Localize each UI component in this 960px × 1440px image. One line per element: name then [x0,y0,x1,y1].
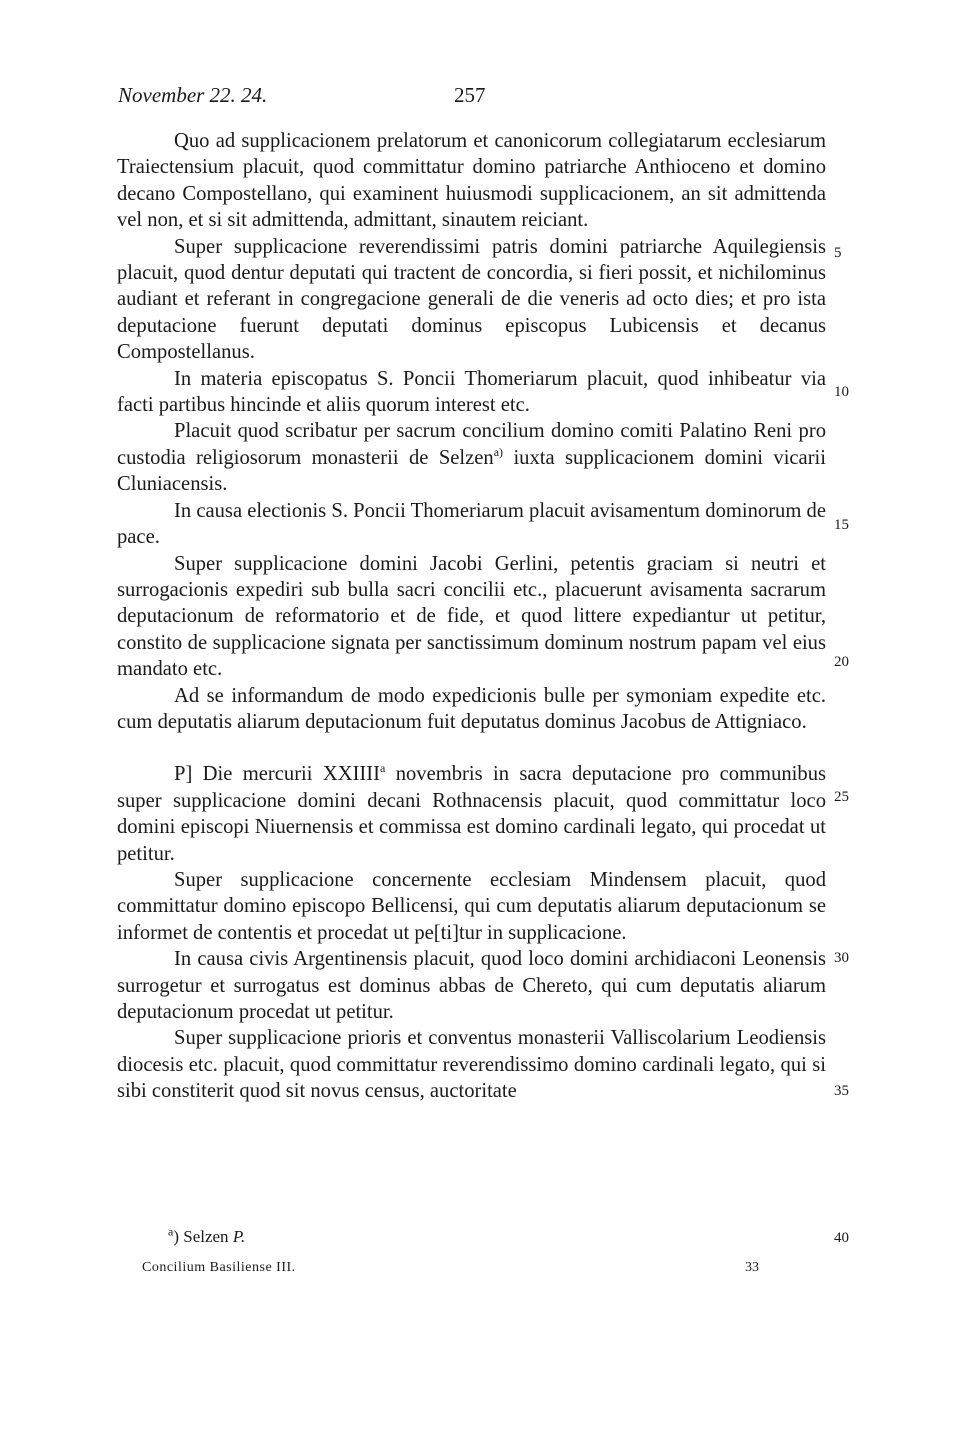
running-head [118,80,828,110]
line-number: 5 [834,245,842,261]
paragraph-10: In causa civis Argentinensis placuit, quod loco domini archidiaconi Leonensis surrogetur et surrogatus est dominus abbas de Chereto, qui cum deputatis aliarum deputacionum procedat ut petitur. [117,948,826,1023]
footnote [168,1226,245,1248]
footnote-marker: a [168,1224,174,1239]
line-number: 30 [834,950,849,966]
paragraph-4-text: Placuit quod scribatur per sacrum concilium domino comiti Palatino Reni pro custodia religiosorum monasterii de Selzen [117,420,826,469]
header-date: November 22. 24. [118,83,268,107]
line-number: 15 [834,517,849,533]
footer-title: Concilium Basiliense III. [142,1260,296,1275]
paragraph-4-continuation: iuxta supplicacionem domini vicarii Cluniacensis. [117,446,826,496]
line-number: 40 [834,1230,849,1246]
paragraph-4 [117,418,826,497]
paragraph-3: In materia episcopatus S. Poncii Thomeriarum placuit, quod inhibeatur via facti partibus hincinde et aliis quorum interest etc. [117,367,826,417]
paragraph-5: In causa electionis S. Poncii Thomeriarum placuit avisamentum dominorum de pace. [117,499,826,549]
footnote-source: P. [232,1227,246,1246]
footnote-reference: a) [493,445,504,460]
line-number: 25 [834,789,849,805]
page-number: 257 [454,83,486,107]
paragraph-1: Quo ad supplicacionem prelatorum et canonicorum collegiatarum ecclesiarum Traiectensium placuit, quod committatur domino patriarche Anthioceno et domino decano Compostellano, qui examinent huiusmodi supplicacionem, an sit admittenda vel non, et si sit admittenda, admittant, sinautem reiciant. [117,130,826,232]
paragraph-7: Ad se informandum de modo expedicionis bulle per symoniam expedite etc. cum deputatis aliarum deputacionum fuit deputatus dominus Jacobus de Attigniaco. [117,684,826,733]
paragraph-8-continuation: novembris in sacra deputacione pro communibus super supplicacione domini decani Rothnacensis placuit, quod committatur loco domini episcopi Niuernensis et commissa est domino cardinali legato, qui procedat ut petitur. [117,763,827,865]
paragraph-11: Super supplicacione prioris et conventus monasterii Valliscolarium Leodiensis diocesis etc. placuit, quod committatur reverendissimo domino cardinali legato, qui si sibi constiterit quod sit novus census, auctoritate [117,1027,826,1103]
paragraph-6: Super supplicacione domini Jacobi Gerlini, petentis graciam si neutri et surrogacionis expediri sub bulla sacri concilii etc., placuerunt avisamenta sacrarum deputacionum de reformatorio et de fide, et quod littere expediantur ut petitur, constito de supplicacione signata per sanctissimum dominum nostrum papam vel eius mandato etc. [117,552,826,681]
paragraph-2: Super supplicacione reverendissimi patris domini patriarche Aquilegiensis placuit, quod dentur deputati qui tractent de concordia, si fieri possit, et nichilominus audiant et referant in congregacione generali de die veneris ad octo dies; et pro ista deputacione fuerunt deputati dominus episcopus Lubicensis et decanus Compostellanus. [117,235,826,364]
signature-mark: 33 [745,1260,759,1275]
line-number: 20 [834,654,849,670]
footnote-text: ) Selzen [173,1227,233,1246]
line-number: 35 [834,1083,849,1099]
ordinal-superscript: a [380,761,386,776]
paragraph-8-text: P] Die mercurii XXIIII [174,763,381,786]
line-number: 10 [834,384,849,400]
paragraph-9: Super supplicacione concernente ecclesiam Mindensem placuit, quod committatur domino episcopo Bellicensi, qui cum deputatis aliarum deputacionum se informet de contentis et procedat ut pe[ti]tur in supplicacione. [117,868,826,944]
paragraph-8 [117,761,826,867]
body-text [117,128,826,1105]
